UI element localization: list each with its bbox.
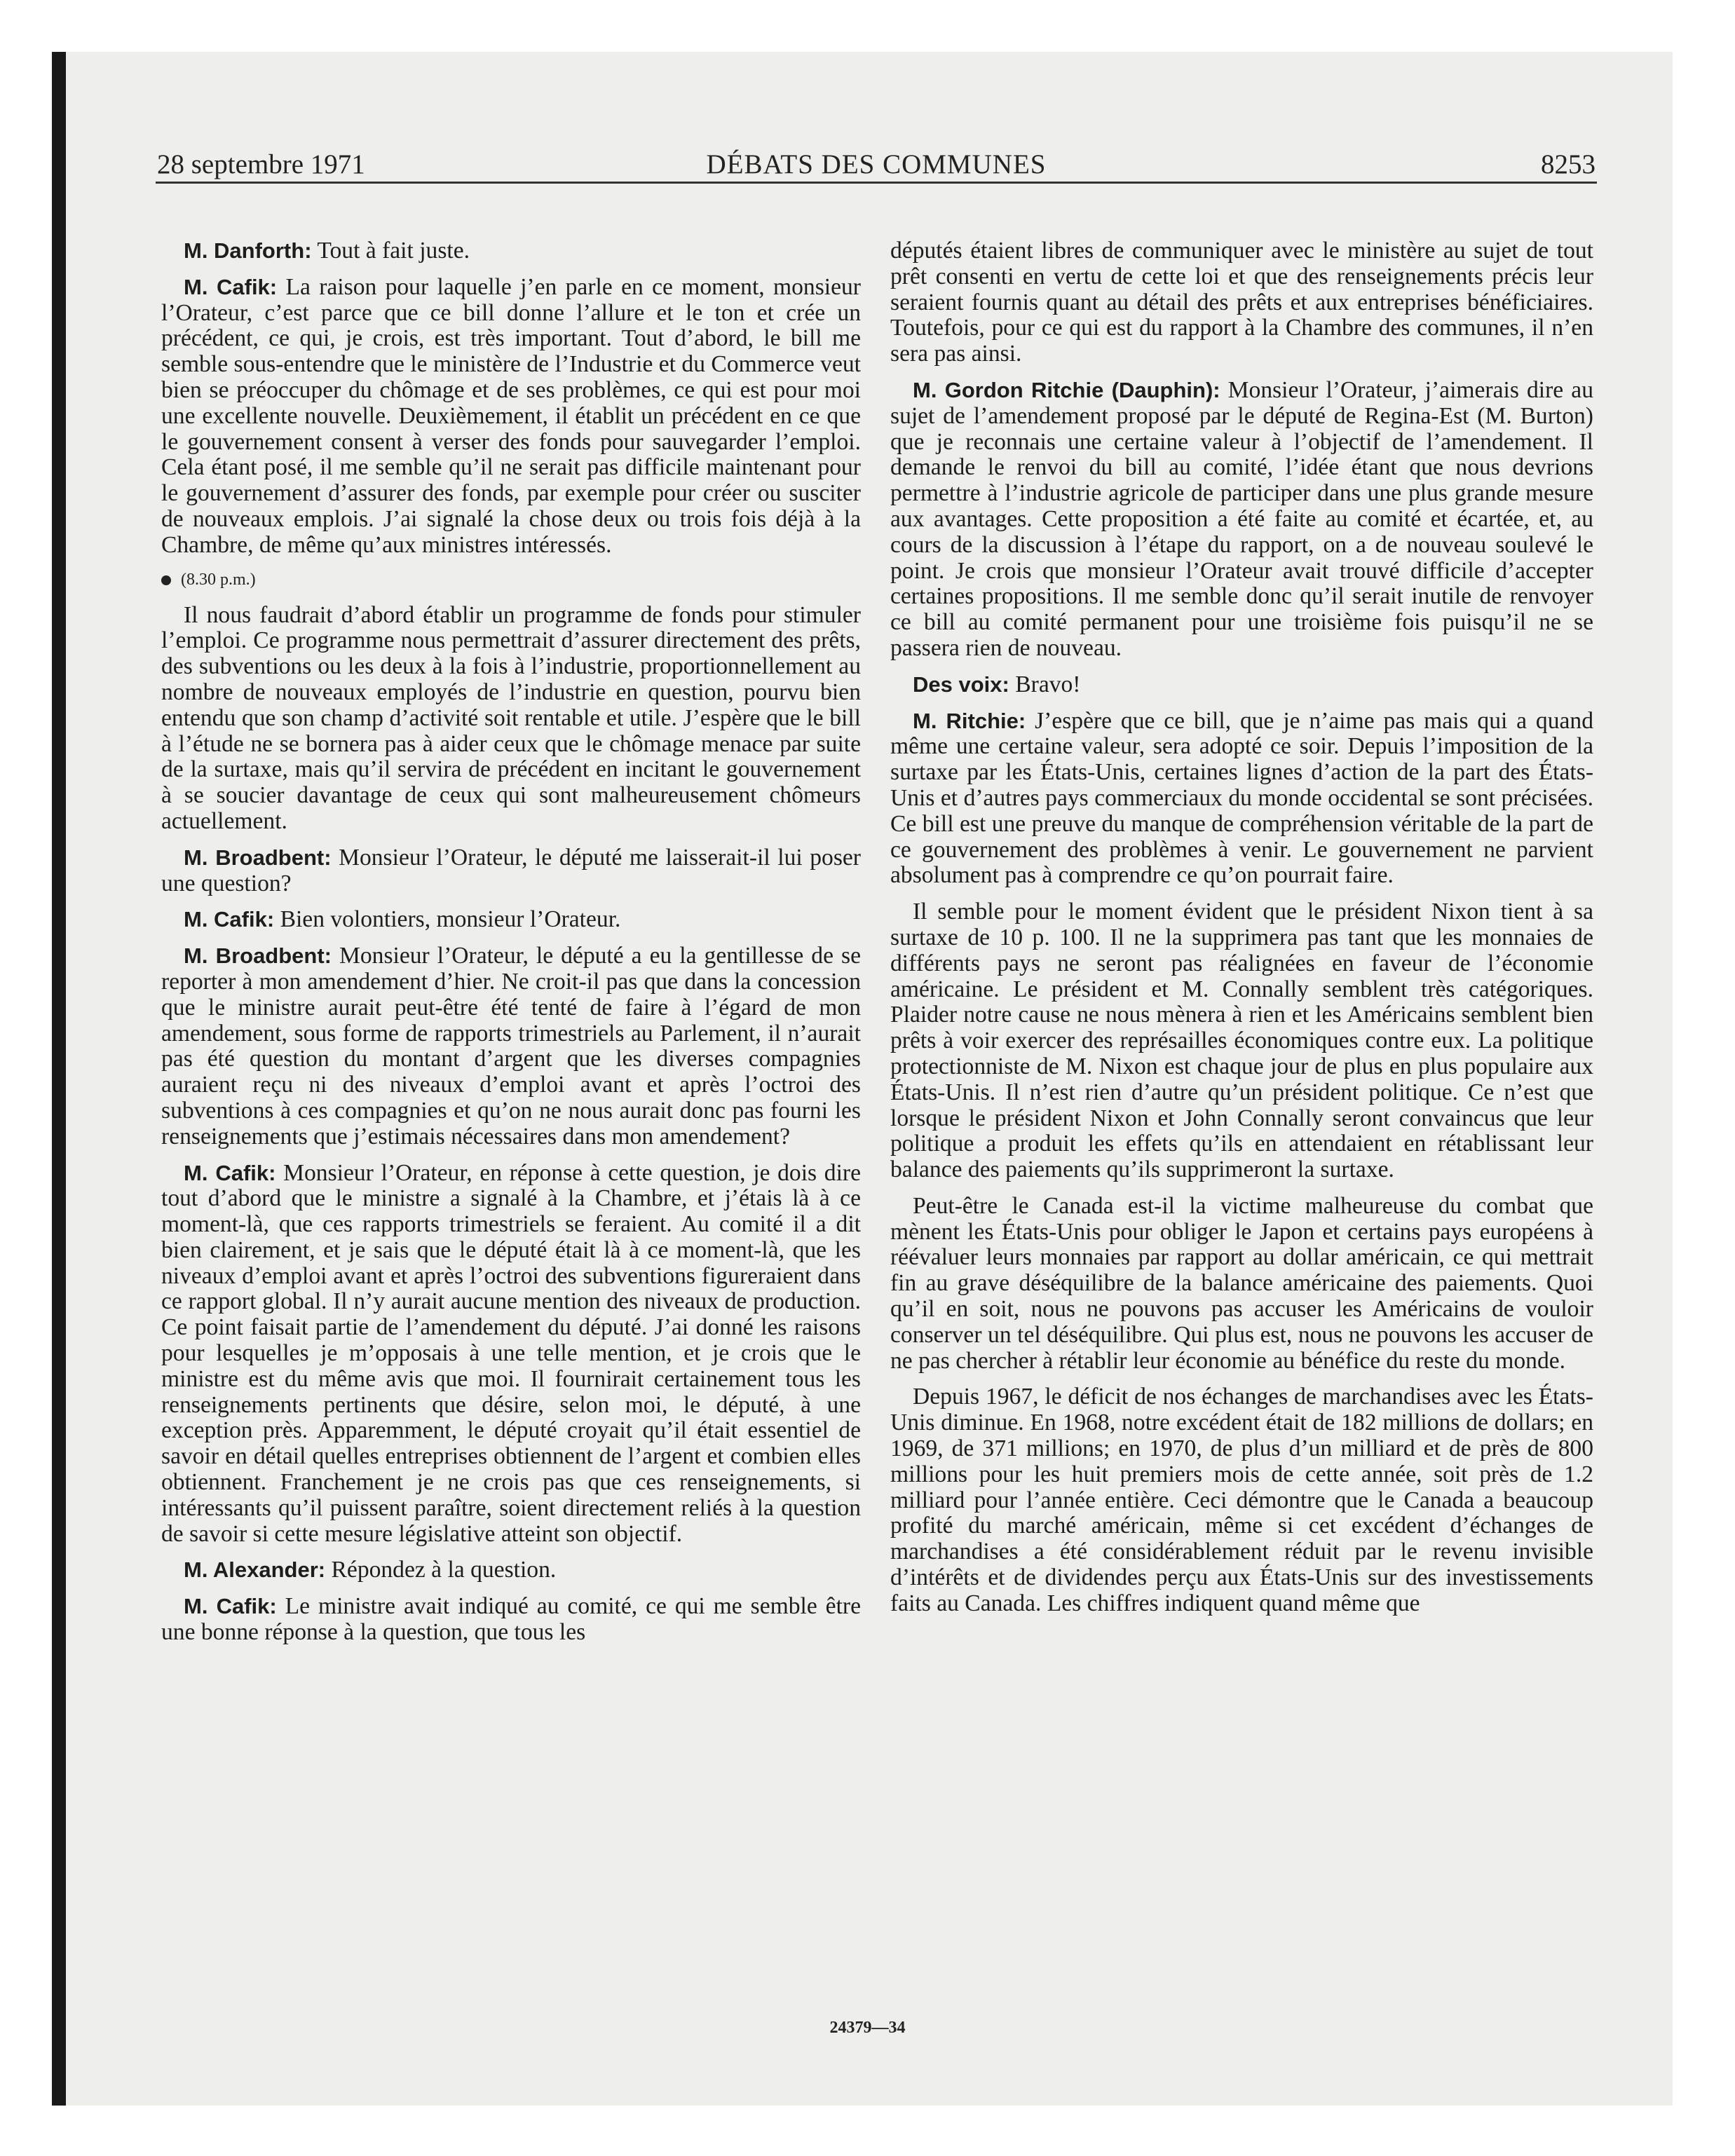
speech-text: Il semble pour le moment évident que le président Nixon tient à sa surtaxe de 10 p. 100. Il ne la supprimera pas tant que les monnaies de différents pays ne seront pas réalignées en faveur de l’économie américaine. Le président et M. Connally semblent très catégoriques. Plaider notre cause ne nous mènera à rien et les Américains semblent bien prêts à voir exercer des représailles économiques contre eux. La politique protectionniste de M. Nixon est chaque jour de plus en plus populaire aux États-Unis. Il n’est rien d’autre qu’un président politique. Ce n’est que lorsque le président Nixon et John Connally seront convaincus que leur politique a produit les effets qu’ils en attendaient en rétablissant leur balance des paiements qu’ils supprimeront la surtaxe. — [890, 899, 1593, 1183]
footer-code: 24379—34 — [829, 2019, 906, 2037]
paragraph — [890, 1384, 1593, 1616]
speech-text: Il nous faudrait d’abord établir un programme de fonds pour stimuler l’emploi. Ce programme nous permettrait d’assurer directement des prêts, des subventions ou les deux à la fois à l’industrie, proportionnellement au nombre de nouveaux employés de l’industrie en question, pourvu bien entendu que son champ d’activité soit rentable et utile. J’espère que le bill à l’étude ne se bornera pas à aider ceux que le chômage menace par suite de la surtaxe, mais qu’il servira de précédent en incitant le gouvernement à se soucier davantage de ceux qui sont malheureusement chômeurs actuellement. — [161, 601, 861, 834]
speaker-name: M. Ritchie: — [913, 708, 1026, 733]
paragraph — [890, 238, 1593, 367]
speech-text: Tout à fait juste. — [311, 238, 470, 264]
speech-text: Bien volontiers, monsieur l’Orateur. — [274, 906, 621, 933]
speaker-name: M. Broadbent: — [184, 845, 332, 870]
speaker-name: M. Alexander: — [184, 1557, 326, 1583]
paragraph — [161, 238, 861, 264]
header-page-number: 8253 — [1541, 149, 1595, 179]
paragraph — [161, 943, 861, 1149]
timestamp — [161, 569, 861, 590]
header-title: DÉBATS DES COMMUNES — [706, 149, 1047, 179]
speaker-name: M. Cafik: — [184, 274, 278, 299]
speech-text: La raison pour laquelle j’en parle en ce moment, monsieur l’Orateur, c’est parce que ce bill donne l’allure et le ton et crée un précédent, ce qui, je crois, est très important. Tout d’abord, le bill me semble sous-entendre que le ministère de l’Industrie et du Commerce veut bien se préoccuper du chômage et de ses problèmes, ce qui est pour moi une excellente nouvelle. Deuxièmement, il établit un précédent en ce que le gouvernement consent à verser des fonds pour sauvegarder l’emploi. Cela étant posé, il me semble qu’il ne serait pas difficile maintenant pour le gouvernement d’assurer des fonds, par exemple pour créer ou susciter de nouveaux emplois. J’ai signalé la chose deux ou trois fois déjà à la Chambre, de même qu’aux ministres intéressés. — [161, 273, 861, 558]
speaker-name: M. Danforth: — [184, 238, 312, 263]
speaker-name: M. Cafik: — [184, 1594, 277, 1619]
paragraph — [161, 845, 861, 897]
running-header — [156, 144, 1597, 184]
speech-text: Monsieur l’Orateur, j’aimerais dire au sujet de l’amendement proposé par le député de Regina-Est (M. Burton) que je reconnais une certaine valeur à l’objectif de l’amendement. Il demande le renvoi du bill au comité, l’idée étant que nous devrions permettre à l’industrie agricole de participer dans une plus grande mesure aux avantages. Cette proposition a été faite au comité et écartée, et, au cours de la discussion à l’étape du rapport, on a de nouveau soulevé le point. Je crois que monsieur l’Orateur avait trouvé difficile d’accepter certaines propositions. Il me semble donc qu’il serait inutile de renvoyer ce bill au comité permanent pour une troisième fois puisqu’il ne se passera rien de nouveau. — [890, 376, 1593, 661]
scan-edge-bar — [52, 52, 66, 2106]
paragraph — [890, 899, 1593, 1183]
speech-text: Monsieur l’Orateur, en réponse à cette question, je dois dire tout d’abord que le ministre a signalé à la Chambre, et j’étais là à ce moment-là, que ces rapports trimestriels se feraient. Au comité il a dit bien clairement, et je sais que le député était là à ce moment-là, que les niveaux d’emploi avant et après l’octroi des subventions figureraient dans ce rapport global. Il n’y aurait aucune mention des niveaux de production. Ce point faisait partie de l’amendement du député. J’ai donné les raisons pour lesquelles je m’opposais à une telle mention, et je crois que le ministre est du même avis que moi. Il fournirait certainement tous les renseignements pertinents que désire, selon moi, le député, à une exception près. Apparemment, le député croyait qu’il était essentiel de savoir en détail quelles entreprises obtiennent de l’argent et combien elles obtiennent. Franchement je ne crois pas que ces renseignements, si intéressants qu’il puissent paraître, soient directement reliés à la question de savoir si cette mesure législative atteint son objectif. — [161, 1159, 861, 1547]
speech-text: Le ministre avait indiqué au comité, ce qui me semble être une bonne réponse à la question, que tous les — [161, 1593, 861, 1646]
speech-text: Peut-être le Canada est-il la victime malheureuse du combat que mènent les États-Unis pour obliger le Japon et certains pays européens à réévaluer leurs monnaies par rapport au dollar américain, ce qui mettrait fin au grave déséquilibre de la balance américaine des paiements. Quoi qu’il en soit, nous ne pouvons pas accuser les Américains de vouloir conserver un tel déséquilibre. Qui plus est, nous ne pouvons les accuser de ne pas chercher à rétablir leur économie au bénéfice du reste du monde. — [890, 1192, 1593, 1374]
paragraph — [890, 378, 1593, 662]
speech-text: Monsieur l’Orateur, le député a eu la gentillesse de se reporter à mon amendement d’hier. Ne croit-il pas que dans la concession que le ministre aurait peut-être été tenté de faire à l’égard de mon amendement, sous forme de rapports trimestriels au Parlement, il n’aurait pas été question du montant d’argent que les diverses compagnies auraient reçu ni des niveaux d’emploi avant et après l’octroi des subventions à ces compagnies et qu’on ne nous aurait donc pas fourni les renseignements que j’estimais nécessaires dans mon amendement? — [161, 943, 861, 1149]
speaker-name: M. Gordon Ritchie (Dauphin): — [913, 377, 1220, 402]
right-column — [890, 238, 1593, 1628]
speaker-name: M. Broadbent: — [184, 943, 332, 969]
timestamp-text: (8.30 p.m.) — [181, 570, 256, 589]
speech-text: Répondez à la question. — [325, 1557, 557, 1583]
speech-text: Depuis 1967, le déficit de nos échanges de marchandises avec les États-Unis diminue. En 1968, notre excédent était de 182 millions de dollars; en 1969, de 371 millions; en 1970, de plus d’un milliard et de près de 800 millions pour les huit premiers mois de cette année, soit près de 1.2 milliard pour l’année entière. Ceci démontre que le Canada a beaucoup profité du marché américain, même si cet excédent d’échanges de marchandises a été considérablement réduit par le revenu invisible d’intérêts et de dividendes perçu aux États-Unis sur des investissements faits au Canada. Les chiffres indiquent quand même que — [890, 1384, 1593, 1616]
speech-text: J’espère que ce bill, que je n’aime pas mais qui a quand même une certaine valeur, sera adopté ce soir. Depuis l’imposition de la surtaxe par les États-Unis, certaines lignes d’action de la part des États-Unis et d’autres pays commerciaux du monde occidental se sont précisées. Ce bill est une preuve du manque de compréhension véritable de la part de ce gouvernement des problèmes à venir. Le gouvernement ne parvient absolument pas à comprendre ce qu’on pourrait faire. — [890, 707, 1593, 889]
speech-text: députés étaient libres de communiquer avec le ministère au sujet de tout prêt consenti en vertu de cette loi et que des renseignements précis leur seraient fournis quant au détail des prêts et aux entreprises bénéficiaires. Toutefois, pour ce qui est du rapport à la Chambre des communes, il n’en sera pas ainsi. — [890, 238, 1593, 367]
paragraph — [161, 275, 861, 559]
paragraph — [890, 672, 1593, 698]
bullet-icon — [161, 575, 171, 585]
left-column — [161, 238, 861, 1656]
paragraph — [161, 1557, 861, 1583]
paragraph — [890, 709, 1593, 889]
paragraph — [161, 1161, 861, 1548]
paragraph — [161, 603, 861, 835]
paragraph — [161, 907, 861, 933]
speaker-name: M. Cafik: — [184, 1160, 276, 1185]
speaker-name: Des voix: — [913, 671, 1009, 697]
paragraph — [161, 1594, 861, 1646]
paragraph — [890, 1194, 1593, 1374]
speech-text: Monsieur l’Orateur, le député me laisserait-il lui poser une question? — [161, 844, 861, 896]
speech-text: Bravo! — [1009, 671, 1081, 697]
header-date: 28 septembre 1971 — [157, 149, 365, 179]
speaker-name: M. Cafik: — [184, 907, 275, 932]
